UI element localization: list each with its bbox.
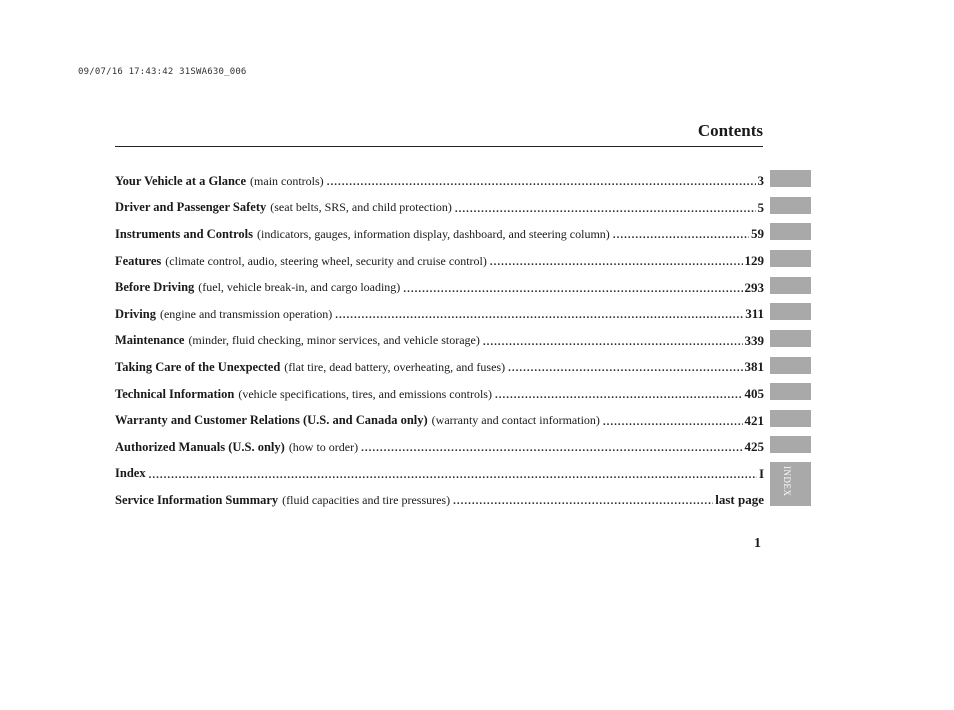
toc-entry-title: Driver and Passenger Safety: [115, 200, 267, 215]
toc-entry-title: Authorized Manuals (U.S. only): [115, 439, 285, 454]
toc-entry-title: Before Driving: [115, 280, 195, 295]
toc-entry-page: 3: [757, 173, 764, 189]
toc-entry-description: (warranty and contact information): [431, 413, 600, 428]
title-divider: [115, 146, 763, 147]
thumb-tab-index-label: INDEX: [782, 466, 792, 497]
toc-entry-page: 405: [744, 386, 764, 402]
thumb-tab-instruments-controls[interactable]: [770, 223, 811, 240]
toc-entry-description: (engine and transmission operation): [159, 306, 333, 321]
thumb-tab-driving[interactable]: [770, 303, 811, 320]
toc-entry-title: Technical Information: [115, 386, 235, 401]
toc-dot-leader: [403, 283, 742, 295]
toc-entry-taking-care-unexpected[interactable]: [115, 354, 764, 381]
toc-entry-description: (indicators, gauges, information display, dashboard, and steering column): [257, 226, 610, 241]
toc-entry-vehicle-at-a-glance[interactable]: [115, 168, 764, 195]
toc-entry-description: (main controls): [250, 173, 324, 188]
toc-entry-page: 59: [751, 226, 764, 242]
toc-dot-leader: [490, 256, 743, 268]
toc-entry-index[interactable]: [115, 461, 764, 488]
toc-entry-description: (fluid capacities and tire pressures): [282, 492, 451, 507]
toc-dot-leader: [495, 389, 743, 401]
toc-entry-page: 293: [744, 279, 764, 295]
toc-entry-page: 311: [745, 306, 764, 322]
toc-entry-maintenance[interactable]: [115, 328, 764, 355]
thumb-tab-technical-information[interactable]: [770, 383, 811, 400]
toc-entry-instruments-controls[interactable]: [115, 221, 764, 248]
toc-entry-features[interactable]: [115, 248, 764, 275]
toc-dot-leader: [453, 495, 713, 507]
toc-entry-warranty-customer-relations[interactable]: [115, 407, 764, 434]
toc-entry-page: 421: [744, 412, 764, 428]
thumb-tab-taking-care-unexpected[interactable]: [770, 357, 811, 374]
toc-entry-authorized-manuals[interactable]: [115, 434, 764, 461]
toc-entry-page: 129: [744, 253, 764, 269]
toc-entry-title: Instruments and Controls: [115, 226, 253, 241]
table-of-contents: [115, 168, 764, 514]
thumb-tab-index[interactable]: [770, 462, 811, 506]
toc-entry-technical-information[interactable]: [115, 381, 764, 408]
toc-entry-title: Service Information Summary: [115, 492, 279, 507]
toc-entry-title: Features: [115, 253, 162, 268]
toc-entry-page: last page: [715, 492, 764, 508]
toc-dot-leader: [361, 442, 742, 454]
toc-entry-title: Your Vehicle at a Glance: [115, 173, 247, 188]
toc-entry-page: 339: [744, 332, 764, 348]
toc-dot-leader: [508, 362, 742, 374]
thumb-tab-before-driving[interactable]: [770, 277, 811, 294]
page-number: 1: [754, 536, 761, 551]
thumb-tab-warranty-customer-relations[interactable]: [770, 410, 811, 427]
toc-entry-page: 381: [744, 359, 764, 375]
toc-entry-description: (vehicle specifications, tires, and emissions controls): [238, 386, 492, 401]
toc-dot-leader: [455, 203, 756, 215]
thumb-tab-authorized-manuals[interactable]: [770, 436, 811, 453]
toc-dot-leader: [327, 176, 756, 188]
thumb-tab-features[interactable]: [770, 250, 811, 267]
toc-dot-leader: [613, 229, 749, 241]
toc-entry-description: (fuel, vehicle break-in, and cargo loading): [198, 280, 401, 295]
toc-entry-title: Maintenance: [115, 333, 185, 348]
print-timestamp: 09/07/16 17:43:42 31SWA630_006: [78, 67, 247, 77]
toc-dot-leader: [335, 309, 743, 321]
toc-entry-description: (seat belts, SRS, and child protection): [270, 200, 452, 215]
toc-entry-title: Driving: [115, 306, 156, 321]
thumb-tab-vehicle-at-a-glance[interactable]: [770, 170, 811, 187]
toc-entry-description: (how to order): [288, 439, 359, 454]
toc-entry-service-information-summary[interactable]: [115, 487, 764, 514]
toc-entry-page: I: [758, 465, 764, 481]
toc-dot-leader: [149, 469, 757, 481]
toc-entry-driver-passenger-safety[interactable]: [115, 195, 764, 222]
toc-entry-before-driving[interactable]: [115, 274, 764, 301]
toc-dot-leader: [603, 416, 743, 428]
toc-entry-title: Index: [115, 466, 146, 481]
thumb-tab-driver-passenger-safety[interactable]: [770, 197, 811, 214]
toc-entry-driving[interactable]: [115, 301, 764, 328]
toc-entry-description: (flat tire, dead battery, overheating, and fuses): [284, 359, 506, 374]
toc-entry-title: Taking Care of the Unexpected: [115, 359, 281, 374]
toc-entry-title: Warranty and Customer Relations (U.S. and Canada only): [115, 413, 428, 428]
page-title: Contents: [697, 121, 763, 140]
toc-entry-page: 425: [744, 439, 764, 455]
toc-entry-description: (climate control, audio, steering wheel, security and cruise control): [165, 253, 487, 268]
thumb-tab-maintenance[interactable]: [770, 330, 811, 347]
toc-entry-page: 5: [757, 199, 764, 215]
toc-dot-leader: [483, 336, 743, 348]
toc-entry-description: (minder, fluid checking, minor services, and vehicle storage): [188, 333, 480, 348]
